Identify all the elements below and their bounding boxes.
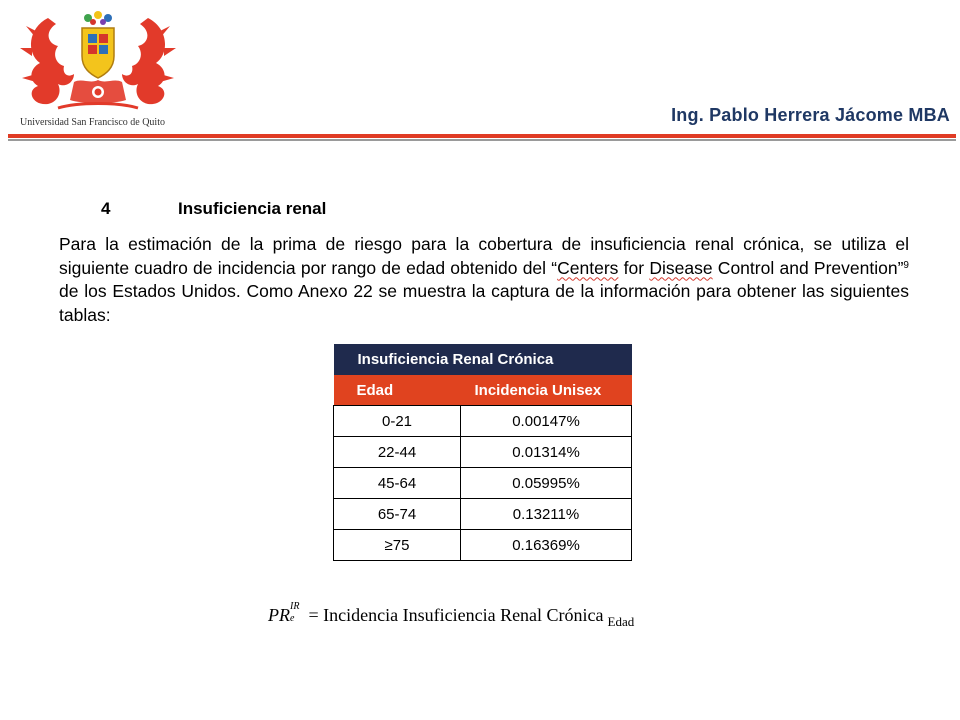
table-row <box>334 437 632 468</box>
section-title: Insuficiencia renal <box>178 199 327 218</box>
formula-lhs: PR <box>268 605 290 625</box>
section-number: 4 <box>101 199 111 218</box>
age-range-cell: ≥75 <box>334 530 461 561</box>
paragraph-text: for <box>618 257 650 278</box>
column-header-incidence: Incidencia Unisex <box>461 375 632 406</box>
age-range-cell: 0-21 <box>334 406 461 437</box>
age-range-cell: 45-64 <box>334 468 461 499</box>
header-divider-red <box>8 134 956 138</box>
spellcheck-word: Centers <box>557 257 619 278</box>
formula-subscript: e <box>290 613 295 624</box>
formula-indices <box>290 601 304 624</box>
formula-superscript: IR <box>290 601 300 612</box>
incidence-cell: 0.05995% <box>461 468 632 499</box>
age-range-cell: 65-74 <box>334 499 461 530</box>
university-name: Universidad San Francisco de Quito <box>20 117 165 128</box>
incidence-table <box>333 344 632 561</box>
table-row <box>334 468 632 499</box>
table-row <box>334 406 632 437</box>
spellcheck-word: Disease <box>649 257 713 278</box>
incidence-cell: 0.13211% <box>461 499 632 530</box>
formula-rhs: Incidencia Insuficiencia Renal Crónica <box>323 605 604 625</box>
paragraph-text: Control and Prevention” <box>712 257 904 278</box>
paragraph-text: Para la estimación de la prima de riesgo para la cobertura de insuficiencia renal crónica, se utiliza el siguiente cuadro de incidencia por rango de edad obtenido del “ <box>59 234 909 278</box>
paragraph-text: de los Estados Unidos. Como Anexo 22 se muestra la captura de la información para obtener las siguientes tablas: <box>59 281 909 325</box>
premium-formula <box>268 601 635 630</box>
formula-rhs-subscript: Edad <box>607 614 635 629</box>
incidence-cell: 0.01314% <box>461 437 632 468</box>
column-header-age: Edad <box>334 375 461 406</box>
body-paragraph <box>59 233 909 327</box>
header-divider-gray <box>8 139 956 141</box>
formula-equals: = <box>308 605 319 625</box>
table-title: Insuficiencia Renal Crónica <box>334 344 632 375</box>
footnote-marker: 9 <box>903 259 909 271</box>
table-row <box>334 499 632 530</box>
author-name: Ing. Pablo Herrera Jácome MBA <box>671 105 950 125</box>
age-range-cell: 22-44 <box>334 437 461 468</box>
incidence-cell: 0.16369% <box>461 530 632 561</box>
table-row <box>334 530 632 561</box>
incidence-cell: 0.00147% <box>461 406 632 437</box>
dragon-crest-logo <box>18 8 178 132</box>
